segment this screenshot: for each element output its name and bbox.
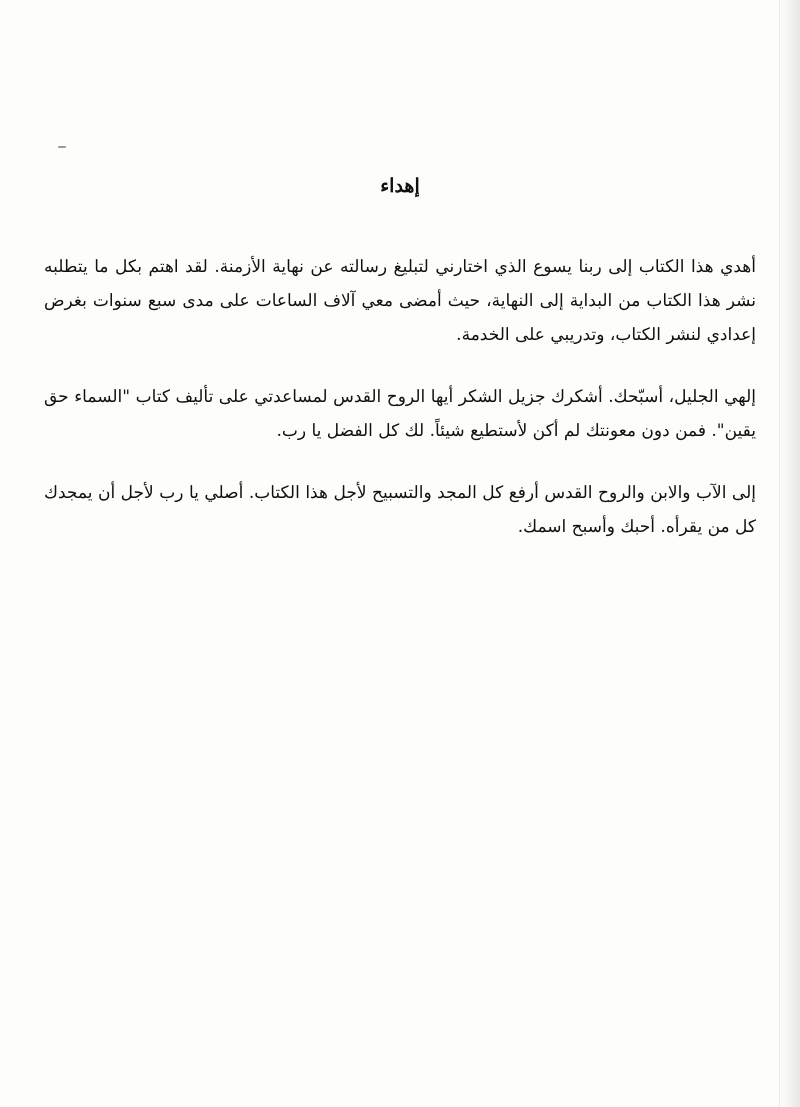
page-edge-shadow [779,0,800,1107]
paragraph-3: إلى الآب والابن والروح القدس أرفع كل المجد والتسبيح لأجل هذا الكتاب. أصلي يا رب لأجل أن يمجدك كل من يقرأه. أحبك وأسبح اسمك. [44,483,756,537]
paragraph-2: إلهي الجليل، أسبّحك. أشكرك جزيل الشكر أيها الروح القدس لمساعدتي على تأليف كتاب "السماء حق يقين". فمن دون معونتك لم أكن لأستطيع شيئاً. لك كل الفضل يا رب. [44,387,756,441]
dedication-content [44,168,756,572]
page-title: إهداء [380,175,420,197]
scan-mark [58,146,66,148]
paragraph-1: أهدي هذا الكتاب إلى ربنا يسوع الذي اختارني لتبليغ رسالته عن نهاية الأزمنة. لقد اهتم بكل ما يتطلبه نشر هذا الكتاب من البداية إلى النهاية، حيث أمضى معي آلاف الساعات على مدى سبع سنوات بغرض إعدادي لنشر الكتاب، وتدريبي على الخدمة. [44,257,756,345]
